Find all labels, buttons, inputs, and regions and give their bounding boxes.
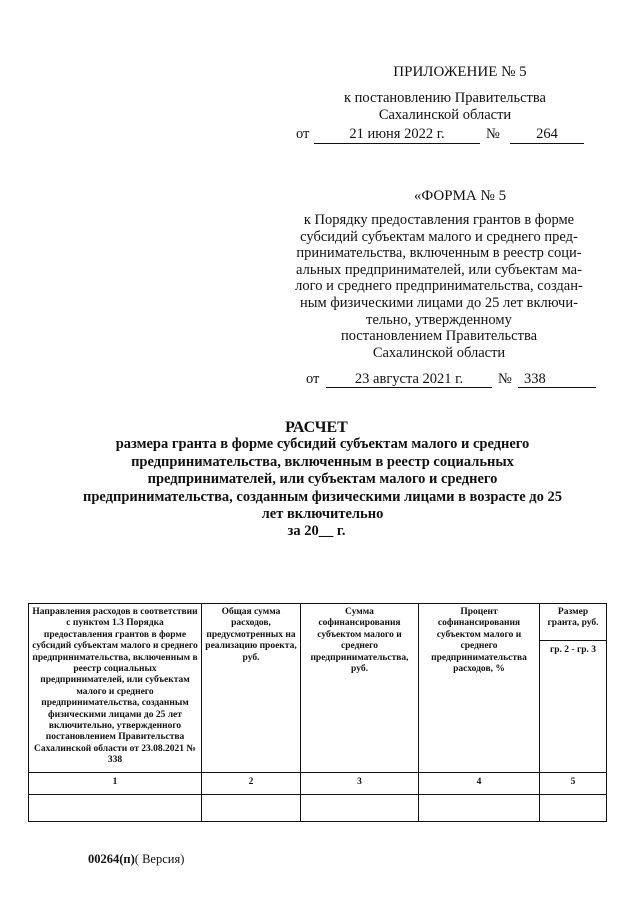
resolution-date: 21 июня 2022 г. [349, 126, 445, 142]
resolution-reference-line1: к постановлению Правительства [344, 90, 546, 106]
calculation-period: за 20__ г. [287, 523, 346, 539]
form-description-line: субсидий субъектам малого и среднего пред- [300, 228, 578, 245]
table-cell-empty [29, 795, 202, 822]
resolution-reference-line2: Сахалинской области [378, 107, 512, 123]
resolution-date-underline [314, 143, 480, 144]
form-description-line: Сахалинской области [372, 344, 506, 361]
form-description-line: постановлением Правительства [340, 328, 538, 345]
form-description-line: тельно, утвержденному [366, 311, 512, 328]
calculation-subtitle-line: предпринимателей, или субъектам малого и среднего [147, 471, 498, 488]
document-version-code [88, 852, 184, 867]
column-number: 4 [419, 773, 540, 795]
form-number: 338 [524, 371, 546, 387]
document-version: ( Версия) [134, 852, 185, 866]
form-description-line: ным физическими лицами до 25 лет включи- [300, 294, 578, 311]
column-number: 1 [29, 773, 202, 795]
resolution-number-label: № [486, 126, 500, 142]
resolution-number: 264 [536, 126, 558, 142]
table-cell-empty [419, 795, 540, 822]
header-grant-size-title: Размер гранта, руб. [540, 604, 606, 641]
header-cofinancing-percent: Процент софинансирования субъектом малого и среднего предпринимательства расходов, % [419, 604, 540, 773]
form-date-prefix: от [306, 371, 320, 387]
form-description-line: лого и среднего предпринимательства, создан- [295, 278, 583, 295]
column-number: 3 [301, 773, 419, 795]
column-number: 2 [202, 773, 301, 795]
form-description-line: принимательства, включенным в реестр соци- [296, 245, 582, 262]
calculation-subtitle-line: лет включительно [261, 506, 384, 523]
form-title: «ФОРМА № 5 [413, 188, 507, 204]
calculation-subtitle-line: размера гранта в форме субсидий субъектам малого и среднего [115, 436, 530, 452]
resolution-number-underline [510, 143, 584, 144]
form-description-line: альных предпринимателей, или субъектам ма- [296, 261, 582, 278]
appendix-title: ПРИЛОЖЕНИЕ № 5 [393, 64, 527, 80]
resolution-date-prefix: от [296, 126, 310, 142]
header-grant-size [540, 604, 607, 773]
header-grant-size-formula: гр. 2 - гр. 3 [549, 645, 597, 655]
header-expense-directions: Направления расходов в соответствии с пунктом 1.3 Порядка предоставления грантов в форме субсидий субъектам малого и среднего предпринимательства, включенным в реестр социальных предпринимателей, или субъектам малого и среднего предпринимательства, созданным физическими лицами до 25 лет включительно, утвержденного постановлением Правительства Сахалинской области от 23.08.2021 № 338 [29, 604, 202, 773]
form-number-underline [518, 387, 596, 388]
calculation-title: РАСЧЕТ [285, 419, 348, 436]
calculation-subtitle-line: предпринимательства, включенным в реестр социальных [131, 453, 514, 470]
form-number-label: № [498, 371, 512, 387]
calculation-table [28, 603, 607, 822]
header-cofinancing-amount: Сумма софинансирования субъектом малого и среднего предпринимательства, руб. [301, 604, 419, 773]
document-code: 00264(п) [88, 852, 135, 866]
table-row [29, 795, 607, 822]
header-total-expenses: Общая сумма расходов, предусмотренных на реализацию проекта, руб. [202, 604, 301, 773]
table-cell-empty [540, 795, 607, 822]
column-number: 5 [540, 773, 607, 795]
form-description [288, 212, 590, 361]
table-header-row [29, 604, 607, 773]
calculation-subtitle [60, 436, 585, 524]
table-cell-empty [202, 795, 301, 822]
calculation-subtitle-line: предпринимательства, созданным физическими лицами в возрасте до 25 [83, 488, 562, 505]
form-date: 23 августа 2021 г. [354, 371, 464, 387]
table-column-number-row [29, 773, 607, 795]
form-description-line: к Порядку предоставления грантов в форме [303, 212, 575, 228]
form-date-underline [326, 387, 492, 388]
table-cell-empty [301, 795, 419, 822]
